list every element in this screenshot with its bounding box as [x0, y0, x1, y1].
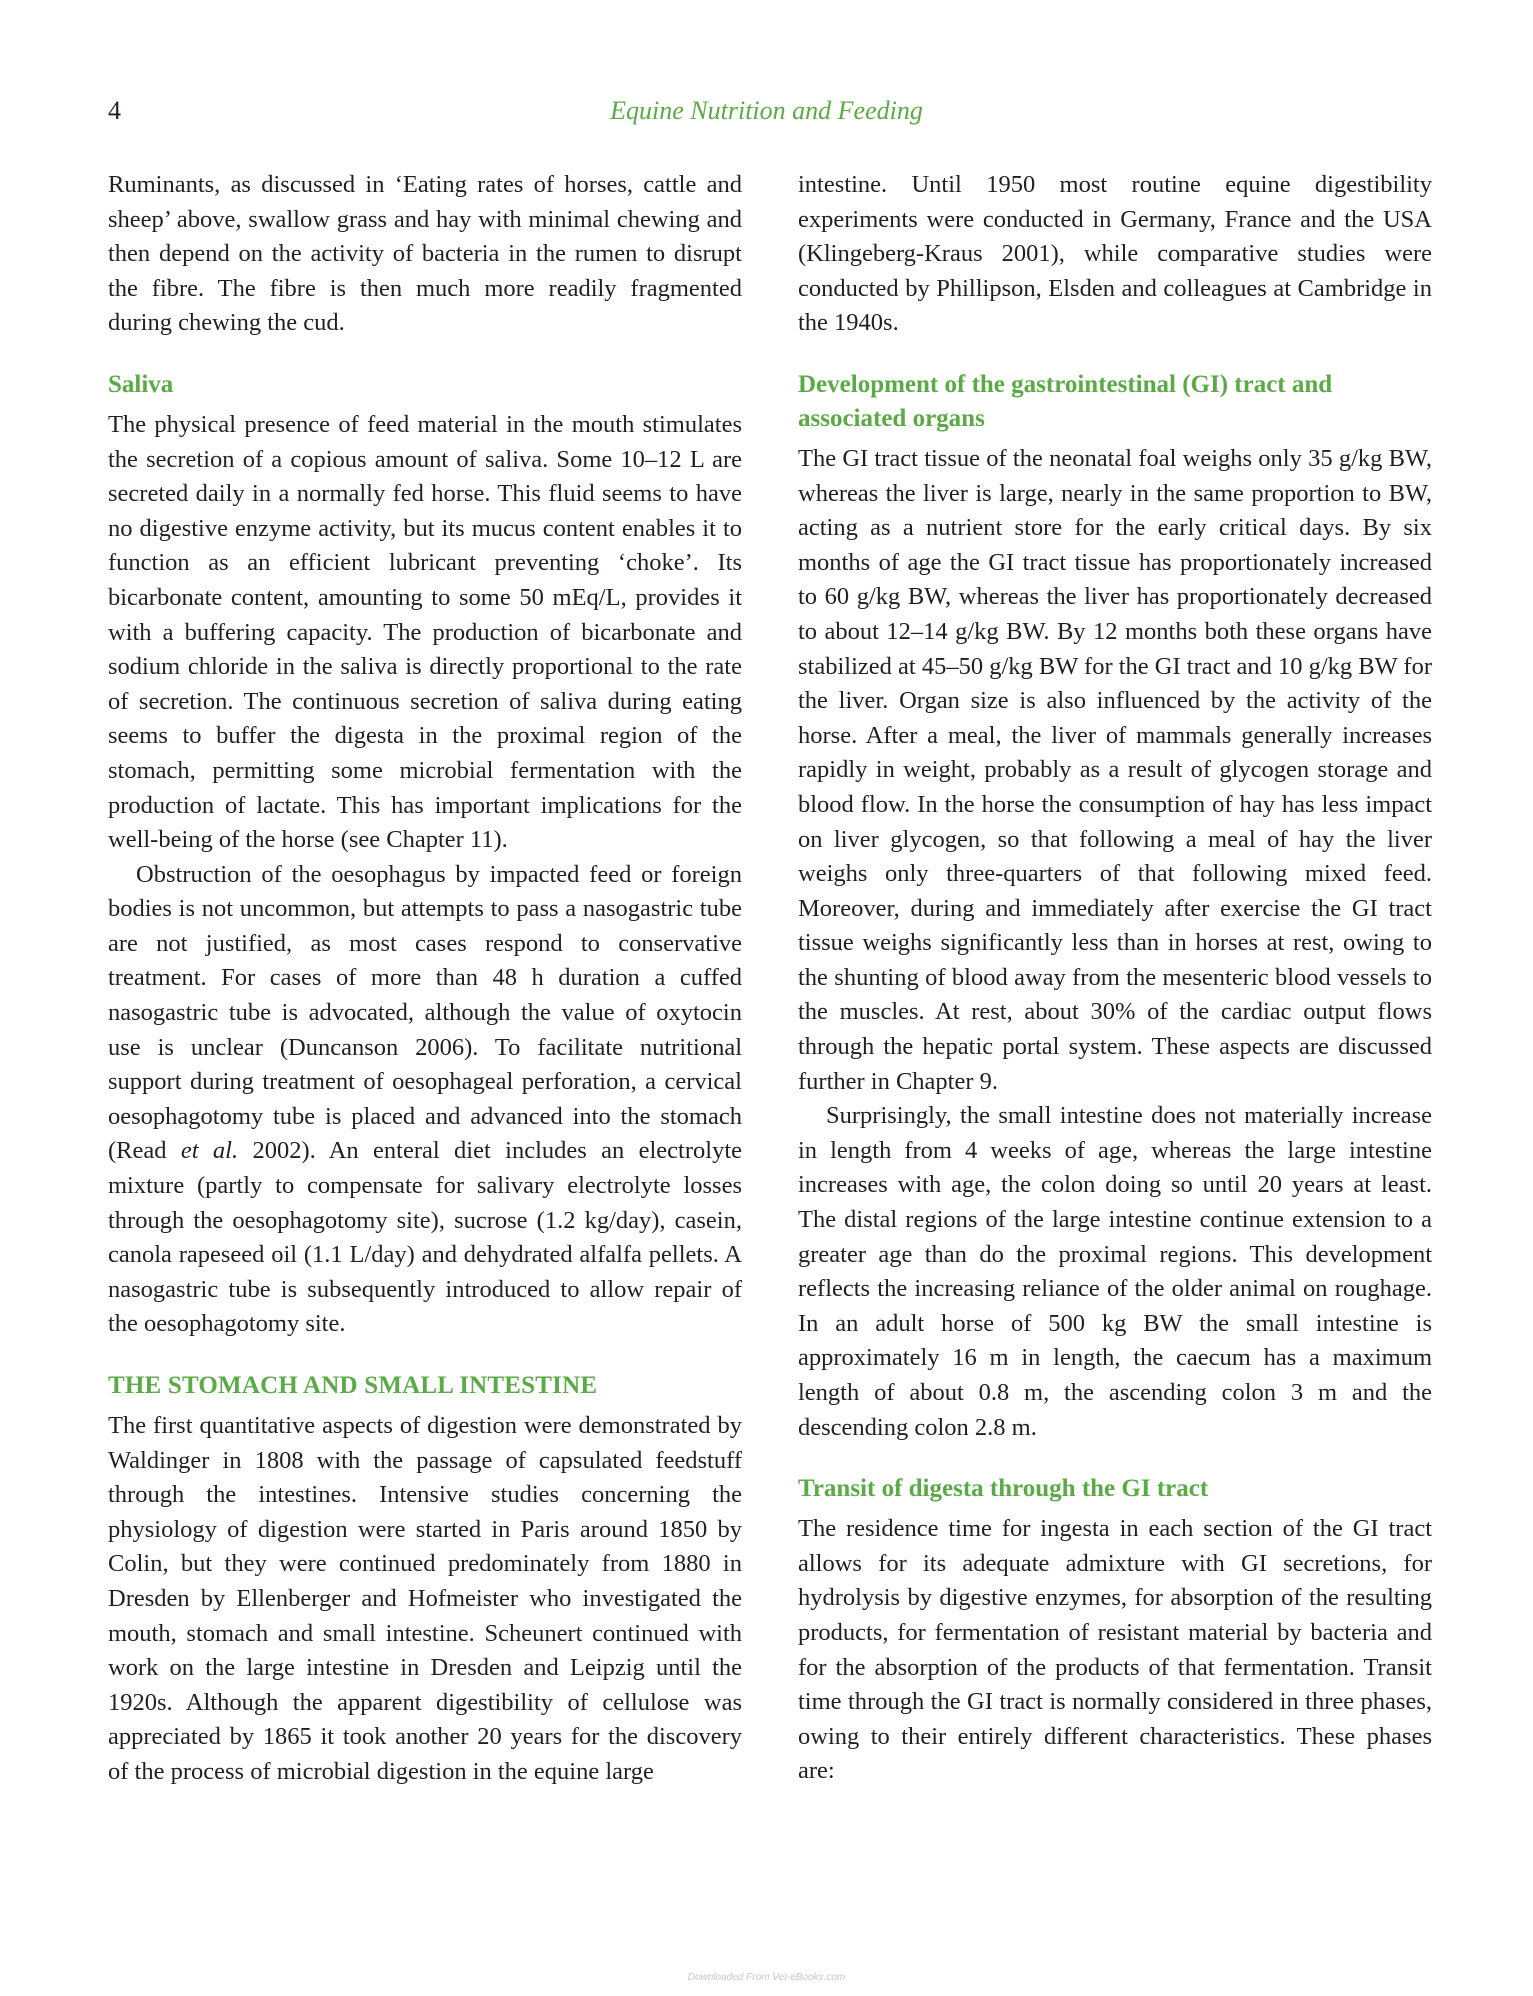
paragraph-development-2: Surprisingly, the small intestine does not materially increase in length from 4 weeks of age, whereas the large intestine increases with age, the colon doing so until 20 years at least. The distal regions of the large intestine continue extension to a greater age than do the proximal regions. This development reflects the increasing reliance of the older animal on roughage. In an adult horse of 500 kg BW the small intestine is approximately 16 m in length, the caecum has a maximum length of about 0.8 m, the ascending colon 3 m and the descending colon 2.8 m.: [798, 1102, 1432, 1441]
left-column: [108, 168, 742, 1790]
paragraph-saliva-1: The physical presence of feed material in the mouth stimulates the secretion of a copious amount of saliva. Some 10–12 L are secreted daily in a normally fed horse. This fluid seems to have no digestive enzyme activity, but its mucus content enables it to function as an efficient lubricant preventing ‘choke’. Its bicarbonate content, amounting to some 50 mEq/L, provides it with a buffering capacity. The production of bicarbonate and sodium chloride in the saliva is directly proportional to the rate of secretion. The continuous secretion of saliva during eating seems to buffer the digesta in the proximal region of the stomach, permitting some microbial fermentation with the production of lactate. This has important implications for the well-being of the horse (see Chapter 11).: [108, 410, 742, 854]
right-column: [798, 168, 1432, 1789]
paragraph-development-1: The GI tract tissue of the neonatal foal weighs only 35 g/kg BW, whereas the liver is large, nearly in the same proportion to BW, acting as a nutrient store for the early critical days. By six months of age the GI tract tissue has proportionately increased to 60 g/kg BW, whereas the liver has proportionately decreased to about 12–14 g/kg BW. By 12 months both these organs have stabilized at 45–50 g/kg BW for the GI tract and 10 g/kg BW for the liver. Organ size is also influenced by the activity of the horse. After a meal, the liver of mammals generally increases rapidly in weight, probably as a result of glycogen storage and blood flow. In the horse the consumption of hay has less impact on liver glycogen, so that following a meal of hay the liver weighs only three-quarters of that following mixed feed. Moreover, during and immediately after exercise the GI tract tissue weighs significantly less than in horses at rest, owing to the shunting of blood away from the mesenteric blood vessels to the muscles. At rest, about 30% of the cardiac output flows through the hepatic portal system. These aspects are discussed further in Chapter 9.: [798, 444, 1432, 1095]
heading-stomach-small-intestine: THE STOMACH AND SMALL INTESTINE: [108, 1372, 598, 1399]
paragraph-saliva-2: [108, 858, 742, 1342]
heading-transit: Transit of digesta through the GI tract: [798, 1475, 1209, 1503]
et-al-italic: et al.: [180, 1137, 239, 1165]
paragraph-saliva-2-part-b: 2002). An enteral diet includes an electrolyte mixture (partly to compensate for salivary electrolyte losses through the oesophagotomy site), sucrose (1.2 kg/day), casein, canola rapeseed oil (1.1 L/day) and dehydrated alfalfa pellets. A nasogastric tube is subsequently introduced to allow repair of the oesophagotomy site.: [108, 1137, 742, 1338]
running-title: Equine Nutrition and Feeding: [610, 96, 923, 125]
paragraph-transit: The residence time for ingesta in each section of the GI tract allows for its adequate admixture with GI secretions, for hydrolysis by digestive enzymes, for absorption of the resulting products, for fermentation of resistant material by bacteria and for the absorption of the products of that fermentation. Transit time through the GI tract is normally considered in three phases, owing to their entirely different characteristics. These phases are:: [798, 1515, 1432, 1785]
paragraph-continued: intestine. Until 1950 most routine equine digestibility experiments were conducted in Germany, France and the USA (Klingeberg-Kraus 2001), while comparative studies were conducted by Phillipson, Elsden and colleagues at Cambridge in the 1940s.: [798, 171, 1432, 337]
footer-watermark: Downloaded From Vet-eBooks.com: [687, 1972, 846, 1983]
page-number: 4: [108, 96, 121, 125]
paragraph-intro: Ruminants, as discussed in ‘Eating rates of horses, cattle and sheep’ above, swallow grass and hay with minimal chewing and then depend on the activity of bacteria in the rumen to disrupt the fibre. The fibre is then much more readily fragmented during chewing the cud.: [108, 171, 742, 337]
paragraph-stomach: The first quantitative aspects of digestion were demonstrated by Waldinger in 1808 with the passage of capsulated feedstuff through the intestines. Intensive studies concerning the physiology of digestion were started in Paris around 1850 by Colin, but they were continued predominately from 1880 in Dresden by Ellenberger and Hofmeister who investigated the mouth, stomach and small intestine. Scheunert continued with work on the large intestine in Dresden and Leipzig until the 1920s. Although the apparent digestibility of cellulose was appreciated by 1865 it took another 20 years for the discovery of the process of microbial digestion in the equine large: [108, 1412, 742, 1785]
paragraph-saliva-2-part-a: Obstruction of the oesophagus by impacted feed or foreign bodies is not uncommon, but attempts to pass a nasogastric tube are not justified, as most cases respond to conservative treatment. For cases of more than 48 h duration a cuffed nasogastric tube is advocated, although the value of oxytocin use is unclear (Duncanson 2006). To facilitate nutritional support during treatment of oesophageal perforation, a cervical oesophagotomy tube is placed and advanced into the stomach (Read: [108, 860, 742, 1165]
heading-development: Development of the gastrointestinal (GI) tract and associated organs: [798, 370, 1333, 432]
heading-saliva: Saliva: [108, 370, 174, 398]
